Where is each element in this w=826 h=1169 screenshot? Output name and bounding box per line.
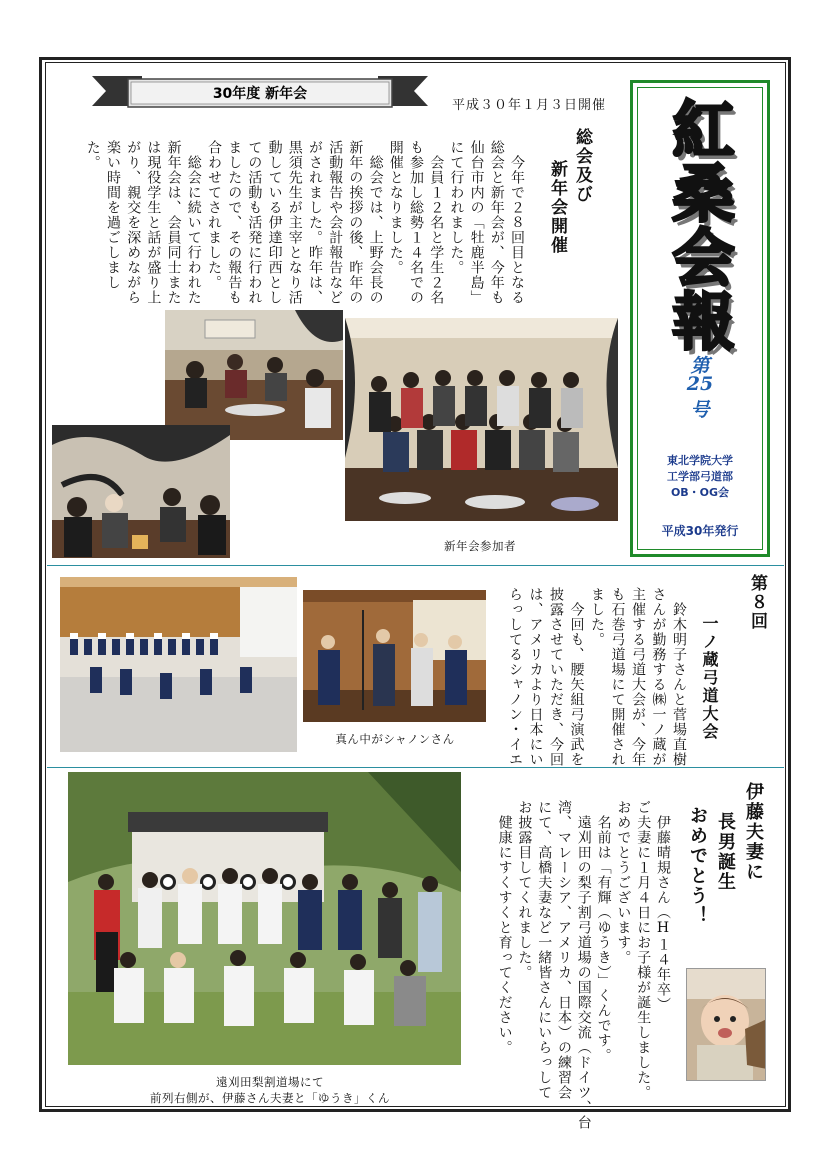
- section-divider-1: [47, 565, 784, 566]
- text-column: 新年の挨拶の後、昨年の: [347, 140, 364, 305]
- org-line-1: 東北学院大学: [667, 454, 733, 467]
- kyudo-demo-photo-2: [303, 590, 486, 722]
- text-column: 湾、マレーシア、アメリカ、日本）の練習会: [556, 800, 572, 1100]
- article3-photo-caption-2: 前列右側が、伊藤さん夫妻と「ゆうき」くん: [150, 1091, 390, 1105]
- text-column: 総会と新年会が、今年も: [488, 140, 505, 305]
- text-column: た。: [84, 140, 101, 170]
- text-column: は、アメリカより日本にい: [527, 587, 544, 767]
- text-column: おめでとうございます。: [615, 800, 632, 965]
- text-column: 主催する弓道大会が、今年: [630, 587, 646, 767]
- text-column: らっしてるシャノン・イエ: [507, 587, 523, 767]
- text-column: 総会では、上野会長の: [367, 140, 384, 305]
- article2-heading-1: 第８回: [747, 574, 767, 631]
- issue-suffix: 号: [690, 399, 710, 421]
- party-photo-1: [165, 310, 343, 440]
- group-photo-new-year: [345, 318, 618, 521]
- masthead: [630, 80, 770, 557]
- text-column: 披露させていただき、今回: [548, 587, 564, 767]
- text-column: ましたので、その報告も: [226, 140, 243, 305]
- article3-heading-3: おめでとう！: [687, 806, 708, 926]
- article3-photo-caption-1: 遠刈田梨割道場にて: [216, 1075, 324, 1089]
- article2-photo-caption: 真ん中がシャノンさん: [335, 732, 455, 746]
- text-column: 黒須先生が主宰となり活: [286, 140, 303, 305]
- org-line-2: 工学部弓道部: [667, 470, 733, 483]
- text-column: 鈴木明子さんと菅場直樹: [671, 587, 687, 767]
- banner-label: 30年度 新年会: [212, 86, 308, 102]
- text-column: 遠刈田の梨子割弓道場の国際交流（ドイツ、台: [575, 800, 592, 1130]
- event-date: 平成３０年１月３日開催: [452, 98, 607, 113]
- text-column: 会員１２名と学生２名: [428, 140, 445, 305]
- article1-heading-2: 新年会開催: [547, 160, 567, 255]
- party-photo-2: [52, 425, 230, 558]
- text-column: も参加し総勢１４名での: [408, 140, 424, 305]
- text-column: 総会に続いて行われた: [185, 140, 202, 305]
- text-column: 名前は「有輝（ゆうき）」くんです。: [595, 800, 612, 1063]
- dojo-group-photo: [68, 772, 461, 1065]
- text-column: も石巻弓道場にて開催され: [609, 587, 626, 767]
- text-column: 合わせてされました。: [206, 140, 222, 290]
- text-column: 健康にすくすくと育ってください。: [496, 800, 513, 1055]
- article3-heading-1: 伊藤夫妻に: [743, 782, 764, 882]
- article1-heading-1: 総会及び: [572, 128, 592, 204]
- text-column: 今年で２８回目となる: [509, 140, 525, 305]
- kyudo-demo-photo-1: [60, 577, 297, 752]
- section-divider-2: [47, 767, 784, 768]
- org-line-3: OB・OG会: [670, 486, 730, 499]
- text-column: 仙台市内の「牡鹿半島」: [468, 140, 485, 305]
- baby-photo: [686, 968, 766, 1081]
- issue-number: 25: [686, 373, 714, 395]
- text-column: にて行われました。: [448, 140, 465, 275]
- text-column: 活動報告や会計報告など: [327, 140, 344, 305]
- text-column: 楽い時間を過ごしまし: [105, 140, 121, 290]
- text-column: 伊藤晴規さん（H１４年卒）: [655, 800, 671, 1012]
- text-column: 新年会は、会員同士また: [165, 140, 182, 305]
- text-column: は現役学生と話が盛り上: [145, 140, 162, 305]
- article2-heading-2: 一ノ蔵弓道大会: [700, 615, 719, 741]
- newsletter-title: 紅桑会報: [662, 97, 735, 353]
- article1-photo-caption: 新年会参加者: [444, 539, 516, 553]
- issue-prefix: 第: [690, 355, 710, 377]
- text-column: 今回も、腰矢組弓演武を: [568, 587, 585, 767]
- text-column: ご夫妻に１月４日にお子様が誕生しました。: [635, 800, 652, 1100]
- text-column: がり、親交を深めながら: [125, 140, 142, 305]
- text-column: 開催となりました。: [387, 140, 404, 275]
- event-banner: [92, 76, 428, 114]
- article3-heading-2: 長男誕生: [715, 812, 736, 892]
- text-column: にて、高橋夫妻など一緒皆さんにいらっして: [536, 800, 553, 1100]
- text-column: ました。: [589, 587, 605, 647]
- text-column: お披露目してくれました。: [516, 800, 533, 980]
- text-column: 動している伊達印西とし: [266, 140, 283, 305]
- text-column: がされました。昨年は、: [307, 140, 323, 305]
- text-column: さんが勤務する㈱一ノ蔵が: [650, 587, 667, 767]
- published-year: 平成30年発行: [661, 524, 739, 538]
- text-column: ての活動も活発に行われ: [246, 140, 263, 305]
